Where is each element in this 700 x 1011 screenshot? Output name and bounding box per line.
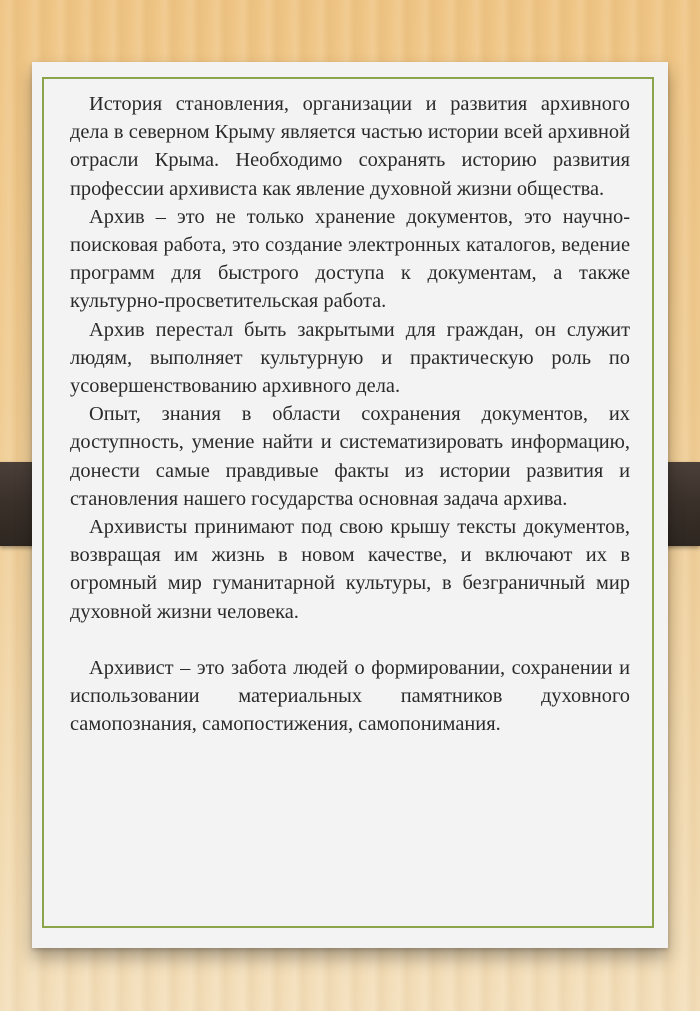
paper-sheet [32,62,668,948]
paragraph-4: Опыт, знания в области сохранения документов, их доступность, умение найти и систематизировать информацию, донести самые правдивые факты из истории развития и становления нашего государства основная задача архива. [70,403,630,510]
paragraph-5: Архивисты принимают под свою крышу тексты документов, возвращая им жизнь в новом качестве, и включают их в огромный мир гуманитарной культуры, в безграничный мир духовной жизни человека. [70,516,630,623]
paragraph-6: Архивист – это забота людей о формировании, сохранении и использовании материальных памятников духовного самопознания, самопостижения, самопонимания. [70,657,630,736]
document-text [70,90,630,739]
paragraph-3: Архив перестал быть закрытыми для граждан, он служит людям, выполняет культурную и практическую роль по усовершенствованию архивного дела. [70,318,630,398]
paragraph-1: История становления, организации и развития архивного дела в северном Крыму является частью истории всей архивной отрасли Крыма. Необходимо сохранять историю развития профессии архивиста как явление духовной жизни общества. [70,93,630,200]
paragraph-2: Архив – это не только хранение документов, это научно-поисковая работа, это создание электронных каталогов, ведение программ для быстрого доступа к документам, а также культурно-просветительская работа. [70,205,630,313]
